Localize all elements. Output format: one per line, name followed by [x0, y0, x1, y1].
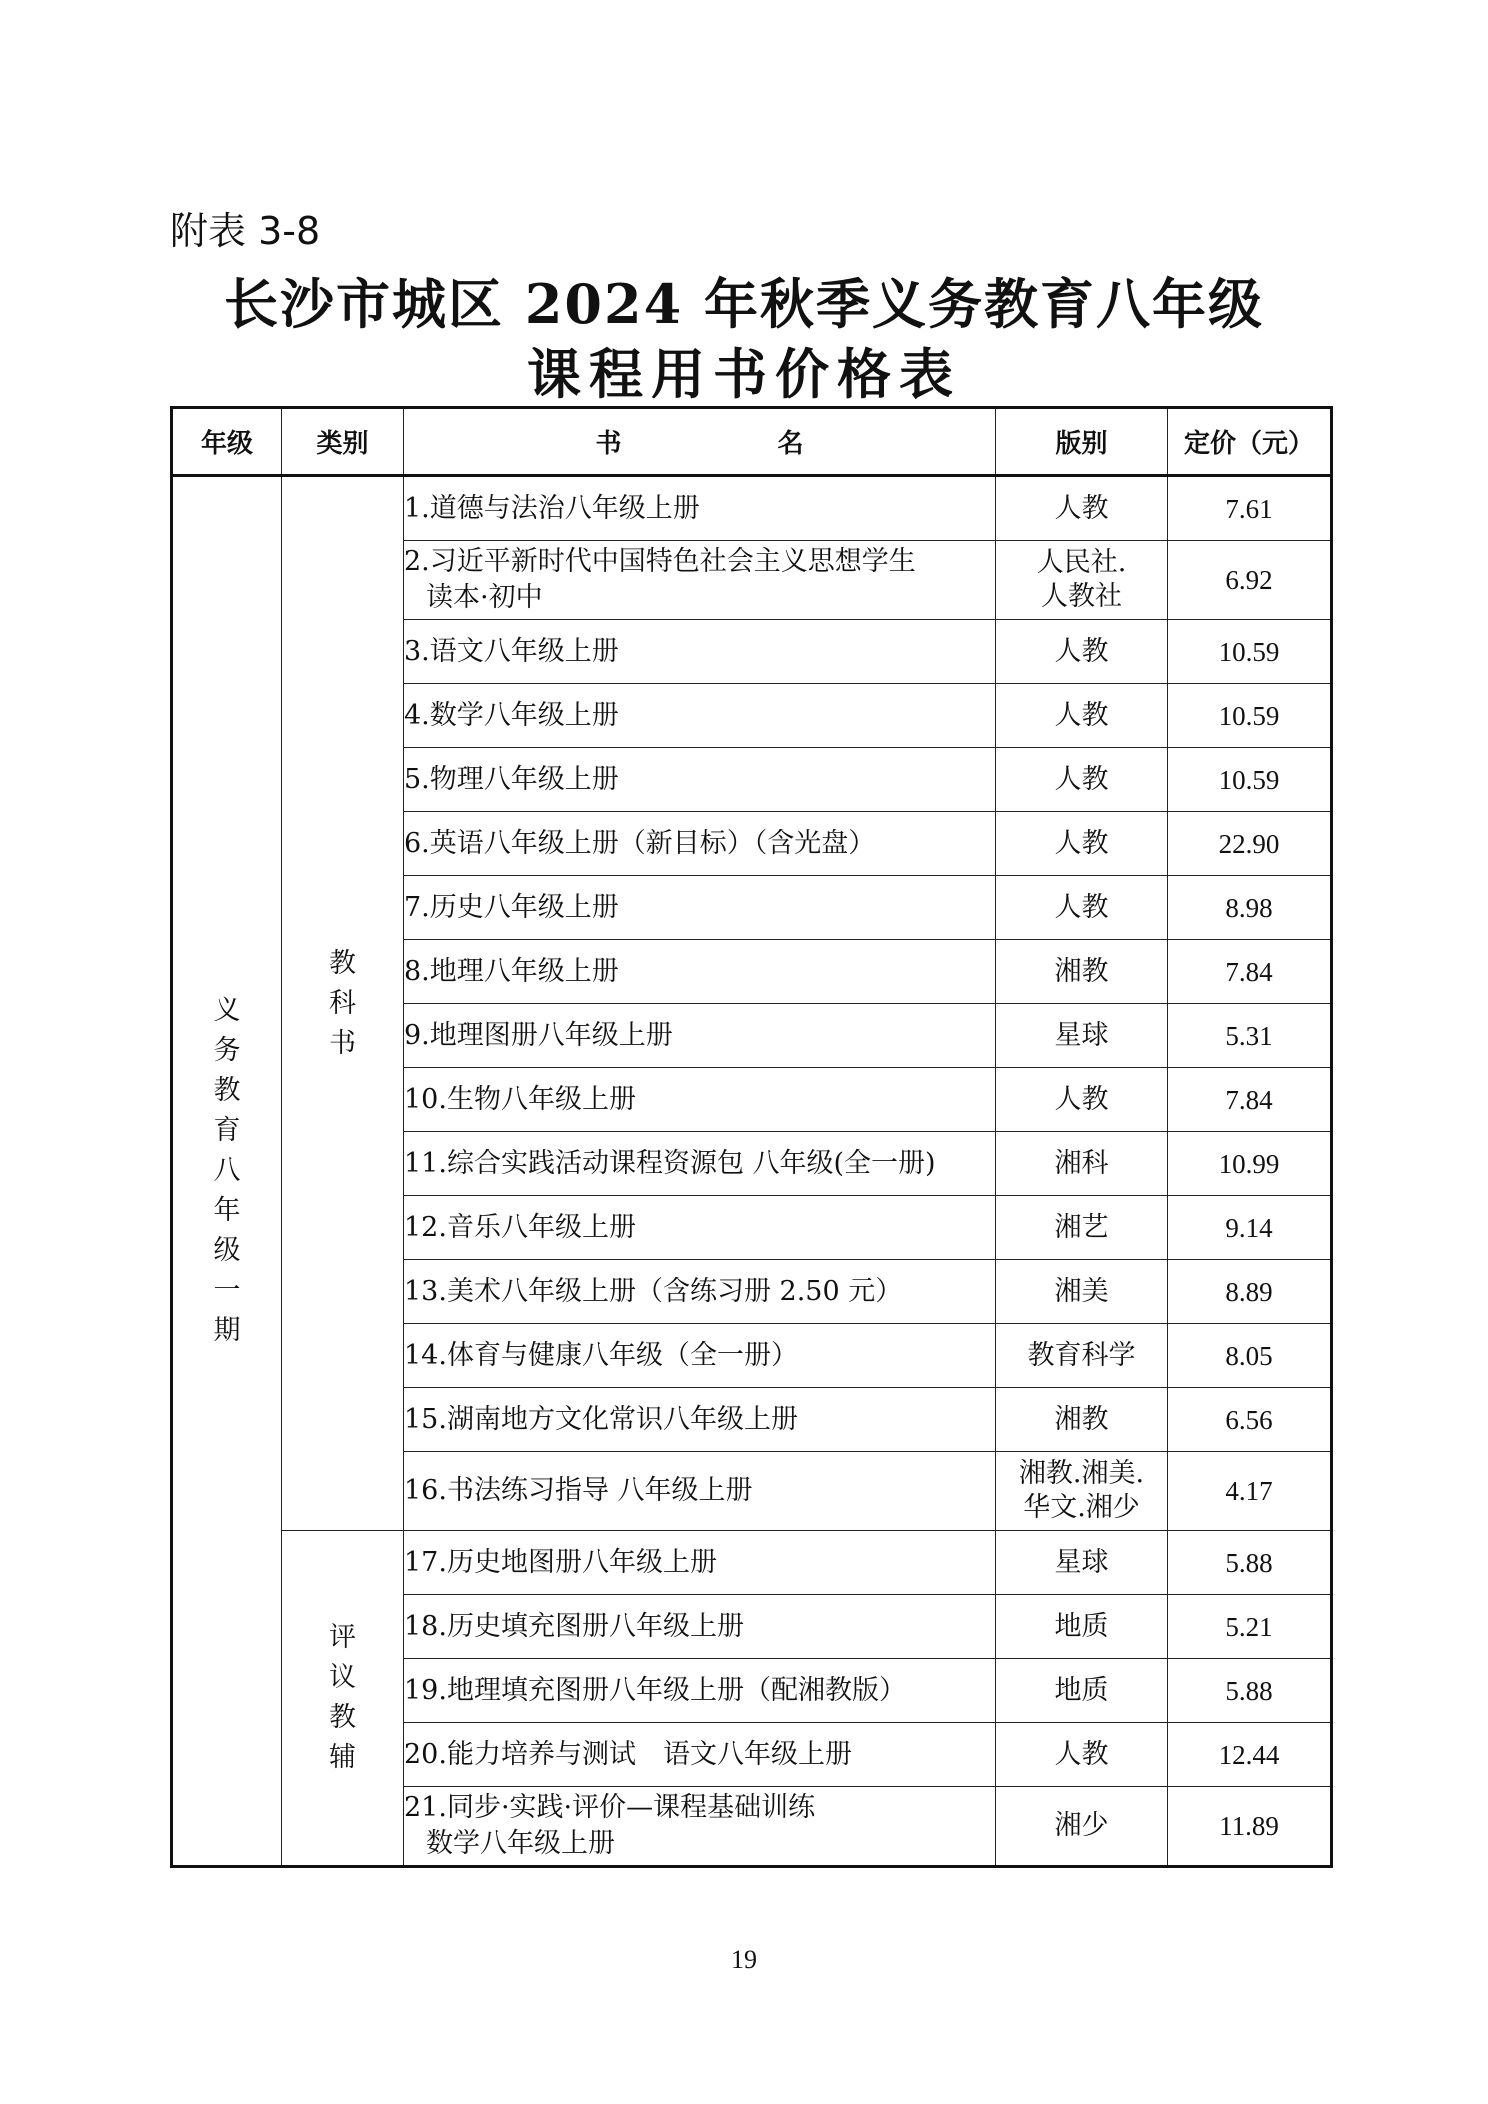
table-row [172, 1531, 1332, 1595]
category-auxiliary-cell [282, 1531, 404, 1867]
grade-label: 义务教育八年级一期 [213, 995, 241, 1346]
book-name-cell [404, 684, 996, 748]
price-cell: 6.56 [1168, 1388, 1332, 1452]
price-cell: 7.61 [1168, 476, 1332, 541]
book-name-cell [404, 1659, 996, 1723]
price-cell: 7.84 [1168, 1068, 1332, 1132]
book-name: 13.美术八年级上册（含练习册 2.50 元） [404, 1275, 903, 1307]
edition: 湘教 [1054, 1403, 1109, 1435]
book-name-cell [404, 876, 996, 940]
book-name: 4.数学八年级上册 [404, 699, 619, 731]
edition-cell [996, 1004, 1168, 1068]
price-table [170, 406, 1333, 1868]
edition-cell [996, 876, 1168, 940]
edition: 人教 [1054, 827, 1109, 859]
page-subtitle: 课程用书价格表 [527, 342, 961, 406]
page-number: 19 [731, 1945, 757, 1974]
header-grade: 年级 [172, 408, 282, 476]
price-cell: 11.89 [1168, 1787, 1332, 1867]
price-cell: 5.88 [1168, 1659, 1332, 1723]
book-name-cell [404, 1324, 996, 1388]
book-name-cell [404, 1132, 996, 1196]
edition-cell [996, 684, 1168, 748]
header-price: 定价（元） [1168, 408, 1332, 476]
edition-cell [996, 476, 1168, 541]
edition: 人教 [1054, 1738, 1109, 1770]
edition: 星球 [1054, 1019, 1109, 1051]
edition-cell [996, 940, 1168, 1004]
price-cell: 5.88 [1168, 1531, 1332, 1595]
price-cell: 8.05 [1168, 1324, 1332, 1388]
edition-cell [996, 1659, 1168, 1723]
edition-line2: 人教社 [1041, 581, 1122, 612]
book-name: 16.书法练习指导 八年级上册 [404, 1475, 753, 1506]
book-name: 1.道德与法治八年级上册 [404, 492, 700, 524]
book-name-line2: 数学八年级上册 [426, 1828, 615, 1859]
book-name: 21.同步·实践·评价—课程基础训练 [404, 1792, 816, 1823]
edition-cell [996, 1196, 1168, 1260]
book-name-cell [404, 1595, 996, 1659]
book-name: 19.地理填充图册八年级上册（配湘教版） [404, 1674, 906, 1706]
book-name: 9.地理图册八年级上册 [404, 1019, 673, 1051]
book-name: 5.物理八年级上册 [404, 763, 619, 795]
price-cell: 10.99 [1168, 1132, 1332, 1196]
edition-cell [996, 1531, 1168, 1595]
edition-cell [996, 541, 1168, 620]
edition: 人民社. [1036, 547, 1127, 578]
edition: 人教 [1054, 635, 1109, 667]
edition-cell [996, 1452, 1168, 1531]
price-cell: 10.59 [1168, 620, 1332, 684]
book-name: 3.语文八年级上册 [404, 635, 619, 667]
book-name-cell [404, 1787, 996, 1867]
price-cell: 6.92 [1168, 541, 1332, 620]
grade-cell [172, 476, 282, 1867]
category-auxiliary-label: 评议教辅 [329, 1622, 356, 1773]
edition-cell [996, 1388, 1168, 1452]
edition-cell [996, 1723, 1168, 1787]
table-header-row [172, 408, 1332, 476]
book-name: 15.湖南地方文化常识八年级上册 [404, 1403, 798, 1435]
edition-line2: 华文.湘少 [1023, 1492, 1140, 1523]
edition-cell [996, 620, 1168, 684]
table-row [172, 476, 1332, 541]
edition: 地质 [1054, 1610, 1109, 1642]
header-edition: 版别 [996, 408, 1168, 476]
book-name-cell [404, 748, 996, 812]
book-name: 7.历史八年级上册 [404, 891, 619, 923]
price-cell: 8.98 [1168, 876, 1332, 940]
edition-cell [996, 1068, 1168, 1132]
book-name: 11.综合实践活动课程资源包 八年级(全一册) [404, 1147, 936, 1179]
edition: 人教 [1054, 763, 1109, 795]
header-category: 类别 [282, 408, 404, 476]
edition: 湘美 [1054, 1275, 1109, 1307]
edition-cell [996, 1260, 1168, 1324]
edition: 地质 [1054, 1674, 1109, 1706]
header-book-name: 书 名 [404, 408, 996, 476]
category-textbook-cell [282, 476, 404, 1531]
book-name-cell [404, 1531, 996, 1595]
category-textbook-label: 教科书 [329, 947, 356, 1059]
edition: 人教 [1054, 699, 1109, 731]
book-name-cell [404, 1004, 996, 1068]
price-cell: 5.31 [1168, 1004, 1332, 1068]
price-cell: 5.21 [1168, 1595, 1332, 1659]
book-name-line2: 读本·初中 [426, 582, 543, 613]
edition: 湘教.湘美. [1018, 1458, 1145, 1489]
book-name: 10.生物八年级上册 [404, 1083, 636, 1115]
book-name: 14.体育与健康八年级（全一册） [404, 1339, 798, 1371]
edition-cell [996, 812, 1168, 876]
price-cell: 10.59 [1168, 748, 1332, 812]
price-cell: 10.59 [1168, 684, 1332, 748]
edition-cell [996, 1324, 1168, 1388]
book-name-cell [404, 812, 996, 876]
price-cell: 12.44 [1168, 1723, 1332, 1787]
edition: 星球 [1054, 1546, 1109, 1578]
edition: 湘艺 [1054, 1211, 1109, 1243]
appendix-label: 附表 3-8 [170, 209, 321, 253]
book-name-cell [404, 620, 996, 684]
price-cell: 8.89 [1168, 1260, 1332, 1324]
price-cell: 9.14 [1168, 1196, 1332, 1260]
edition-cell [996, 1595, 1168, 1659]
book-name-cell [404, 1196, 996, 1260]
book-name-cell [404, 1068, 996, 1132]
book-name-cell [404, 541, 996, 620]
book-name: 8.地理八年级上册 [404, 955, 619, 987]
edition: 人教 [1054, 1083, 1109, 1115]
book-name: 17.历史地图册八年级上册 [404, 1546, 717, 1578]
edition-cell [996, 1787, 1168, 1867]
book-name: 6.英语八年级上册（新目标）（含光盘） [404, 827, 876, 859]
edition-cell [996, 1132, 1168, 1196]
price-cell: 22.90 [1168, 812, 1332, 876]
book-name-cell [404, 476, 996, 541]
price-cell: 4.17 [1168, 1452, 1332, 1531]
edition-cell [996, 748, 1168, 812]
book-name: 18.历史填充图册八年级上册 [404, 1610, 744, 1642]
book-name-cell [404, 1723, 996, 1787]
page-title: 长沙市城区 2024 年秋季义务教育八年级 [224, 272, 1264, 336]
edition: 湘少 [1054, 1810, 1109, 1841]
book-name-cell [404, 940, 996, 1004]
edition: 湘科 [1054, 1147, 1109, 1179]
book-name: 20.能力培养与测试 语文八年级上册 [404, 1738, 852, 1770]
book-name: 2.习近平新时代中国特色社会主义思想学生 [404, 546, 916, 577]
edition: 人教 [1054, 492, 1109, 524]
book-name-cell [404, 1452, 996, 1531]
book-name-cell [404, 1388, 996, 1452]
edition: 人教 [1054, 891, 1109, 923]
book-name-cell [404, 1260, 996, 1324]
edition: 教育科学 [1027, 1339, 1136, 1371]
book-name: 12.音乐八年级上册 [404, 1211, 636, 1243]
edition: 湘教 [1054, 955, 1109, 987]
price-cell: 7.84 [1168, 940, 1332, 1004]
